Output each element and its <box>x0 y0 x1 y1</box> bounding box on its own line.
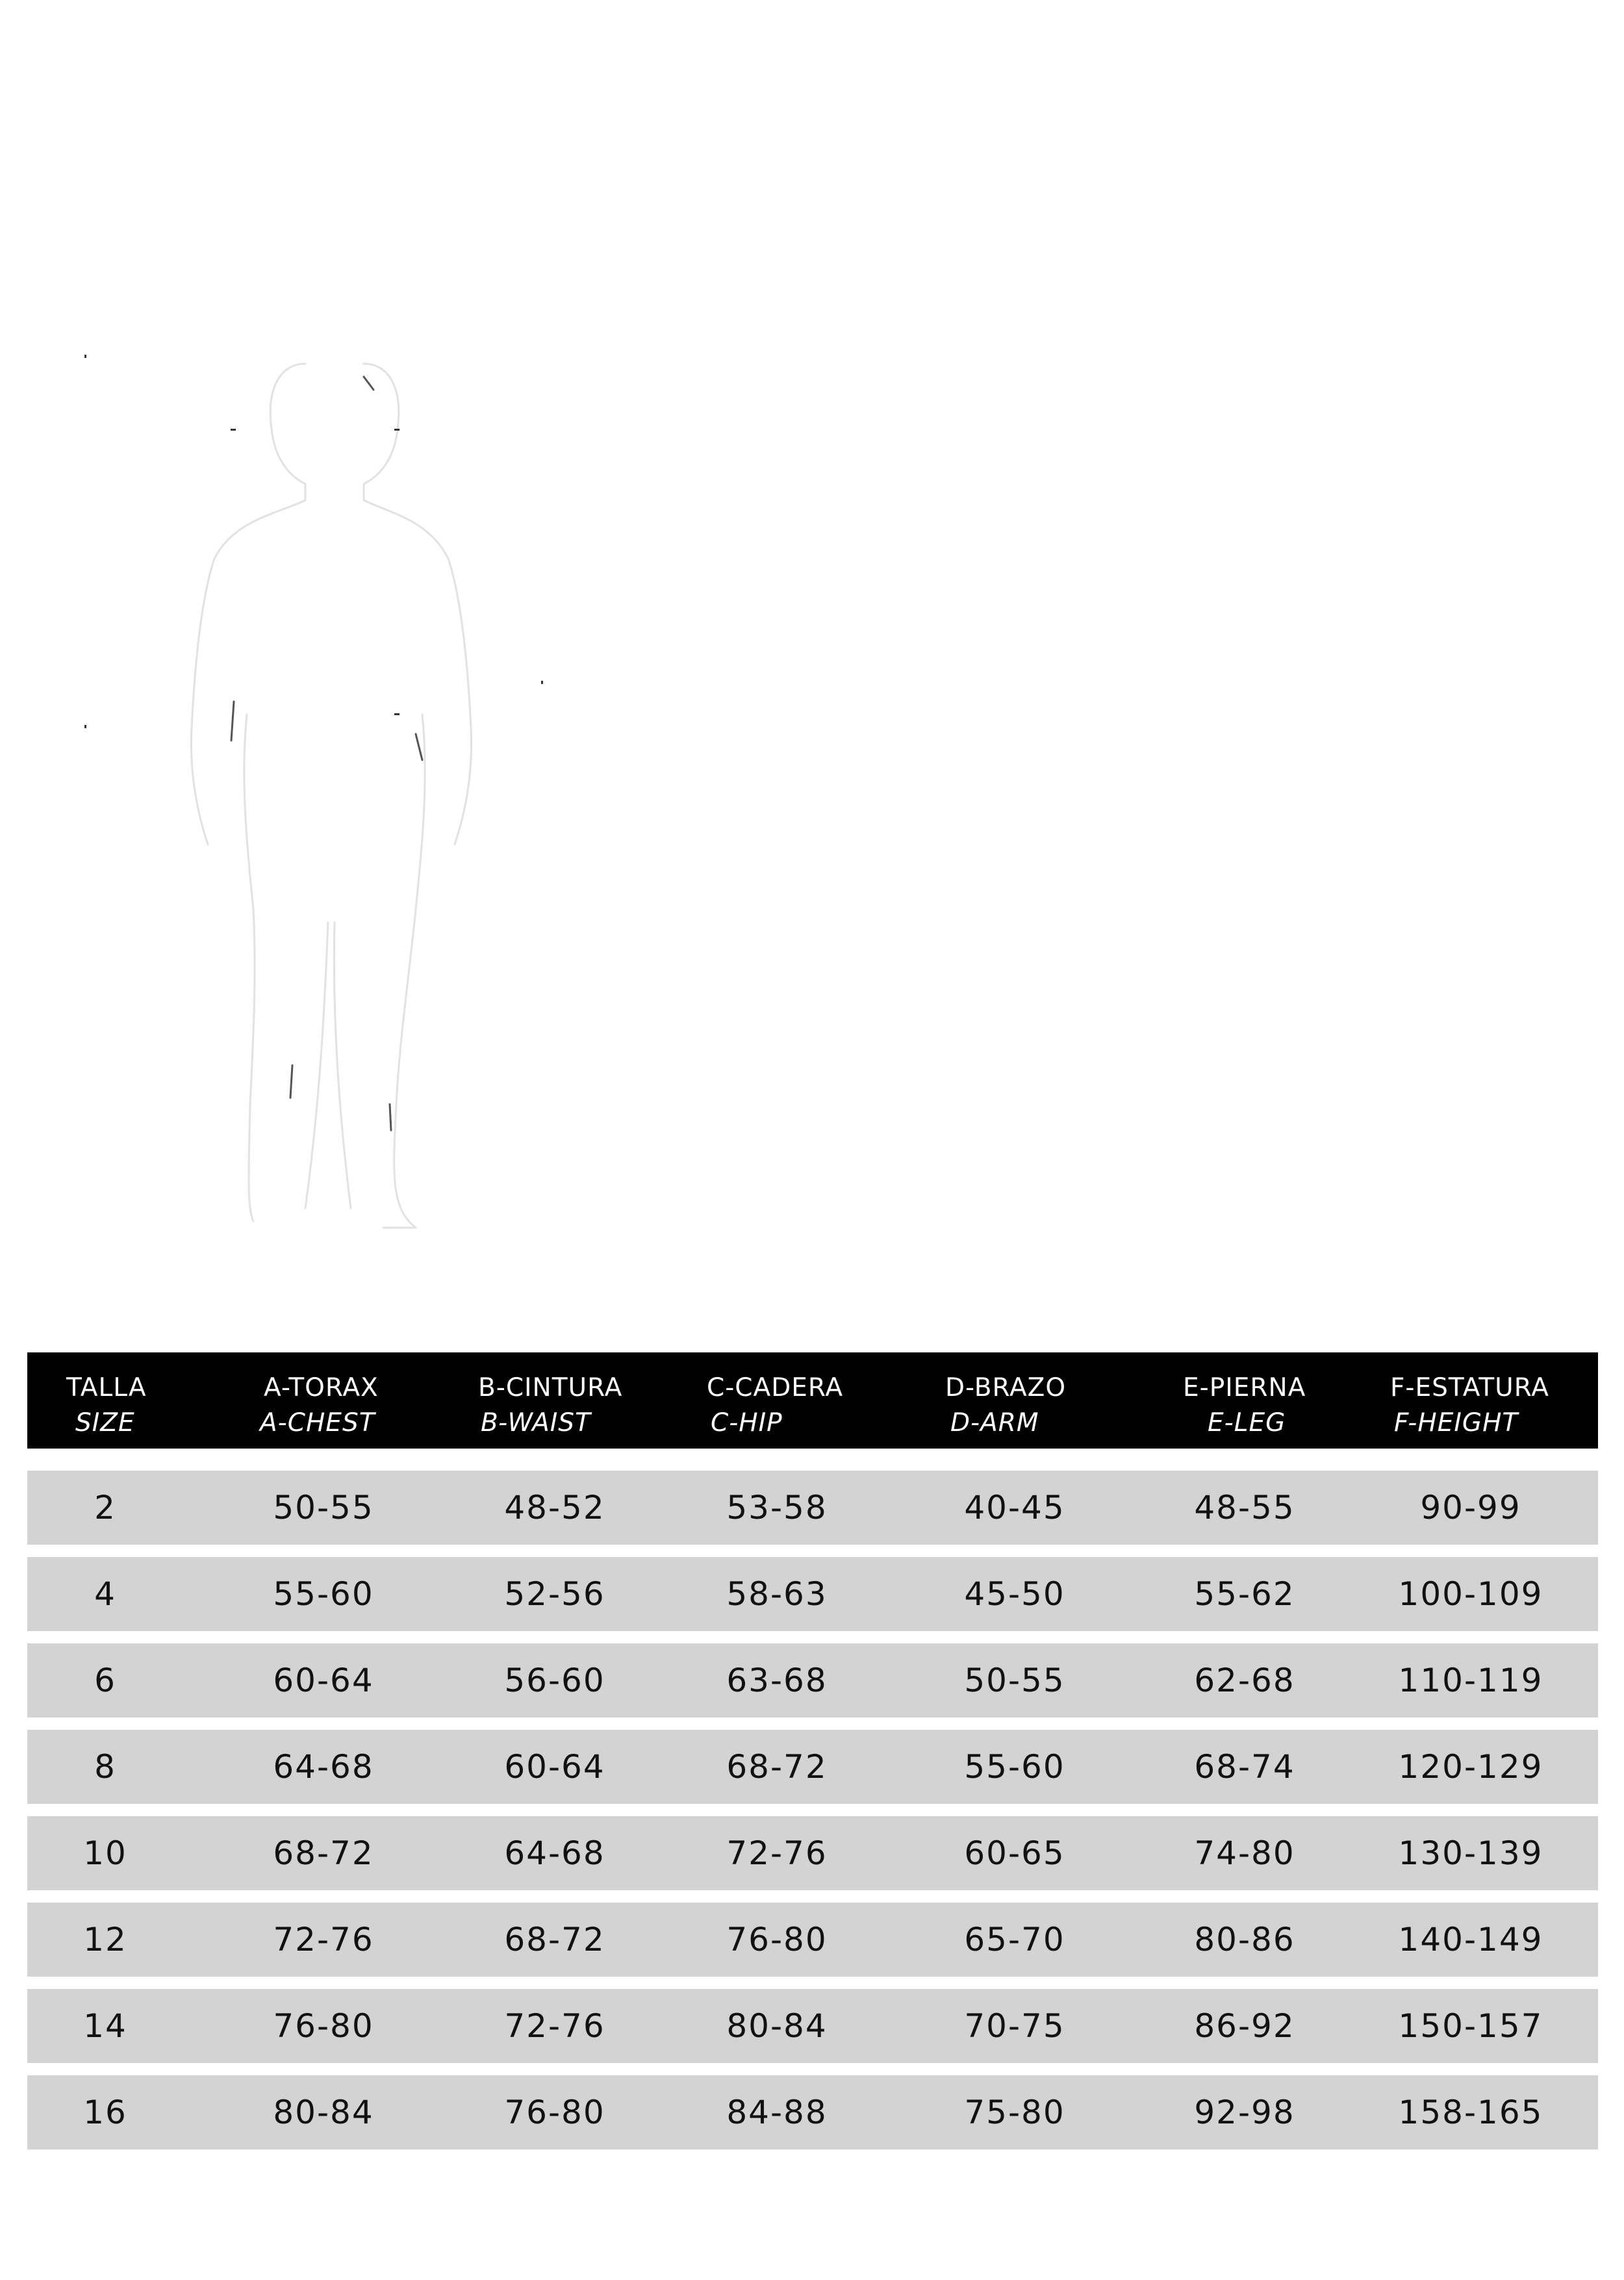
cell-leg: 68-74 <box>1194 1748 1295 1786</box>
header-size-es: TALLA <box>66 1373 147 1402</box>
cell-waist: 60-64 <box>504 1748 605 1786</box>
cell-arm: 45-50 <box>964 1575 1065 1613</box>
child-body-silhouette-icon <box>0 0 650 1273</box>
cell-size: 12 <box>83 1921 127 1958</box>
table-row <box>27 1816 1598 1890</box>
table-row <box>27 1643 1598 1717</box>
table-row <box>27 2075 1598 2149</box>
cell-hip: 58-63 <box>726 1575 828 1613</box>
cell-size: 2 <box>94 1489 116 1526</box>
cell-hip: 63-68 <box>726 1662 828 1699</box>
header-hip <box>707 1371 843 1441</box>
cell-leg: 55-62 <box>1194 1575 1295 1613</box>
cell-arm: 70-75 <box>964 2007 1065 2045</box>
cell-height: 140-149 <box>1398 1921 1543 1958</box>
cell-chest: 76-80 <box>273 2007 374 2045</box>
table-row <box>27 1730 1598 1804</box>
cell-chest: 80-84 <box>273 2094 374 2131</box>
cell-arm: 40-45 <box>964 1489 1065 1526</box>
cell-size: 4 <box>94 1575 116 1613</box>
cell-arm: 60-65 <box>964 1834 1065 1872</box>
header-chest-es: A-TORAX <box>264 1373 379 1402</box>
cell-size: 14 <box>83 2007 127 2045</box>
cell-leg: 80-86 <box>1194 1921 1295 1958</box>
cell-waist: 68-72 <box>504 1921 605 1958</box>
cell-waist: 64-68 <box>504 1834 605 1872</box>
cell-arm: 65-70 <box>964 1921 1065 1958</box>
cell-height: 150-157 <box>1398 2007 1543 2045</box>
header-chest <box>260 1371 379 1441</box>
cell-size: 6 <box>94 1662 116 1699</box>
table-row <box>27 1557 1598 1631</box>
cell-arm: 55-60 <box>964 1748 1065 1786</box>
cell-size: 16 <box>83 2094 127 2131</box>
header-height <box>1390 1371 1549 1441</box>
cell-waist: 76-80 <box>504 2094 605 2131</box>
header-leg-en: E-LEG <box>1208 1408 1286 1438</box>
cell-chest: 68-72 <box>273 1834 374 1872</box>
header-leg-es: E-PIERNA <box>1183 1373 1306 1402</box>
header-arm-en: D-ARM <box>950 1408 1039 1438</box>
cell-chest: 50-55 <box>273 1489 374 1526</box>
header-size-en: SIZE <box>75 1408 135 1438</box>
cell-waist: 56-60 <box>504 1662 605 1699</box>
cell-chest: 64-68 <box>273 1748 374 1786</box>
cell-height: 158-165 <box>1398 2094 1543 2131</box>
cell-hip: 53-58 <box>726 1489 828 1526</box>
cell-chest: 55-60 <box>273 1575 374 1613</box>
header-size <box>66 1371 147 1441</box>
header-arm <box>945 1371 1066 1441</box>
table-row <box>27 1903 1598 1977</box>
header-hip-es: C-CADERA <box>707 1373 844 1402</box>
cell-arm: 75-80 <box>964 2094 1065 2131</box>
cell-hip: 84-88 <box>726 2094 828 2131</box>
cell-height: 100-109 <box>1398 1575 1543 1613</box>
cell-size: 10 <box>83 1834 127 1872</box>
cell-arm: 50-55 <box>964 1662 1065 1699</box>
header-waist-es: B-CINTURA <box>478 1373 623 1402</box>
cell-height: 90-99 <box>1420 1489 1521 1526</box>
cell-leg: 62-68 <box>1194 1662 1295 1699</box>
cell-leg: 86-92 <box>1194 2007 1295 2045</box>
cell-hip: 76-80 <box>726 1921 828 1958</box>
cell-size: 8 <box>94 1748 116 1786</box>
cell-chest: 60-64 <box>273 1662 374 1699</box>
header-chest-en: A-CHEST <box>260 1408 375 1438</box>
cell-height: 130-139 <box>1398 1834 1543 1872</box>
cell-hip: 72-76 <box>726 1834 828 1872</box>
table-row <box>27 1989 1598 2063</box>
cell-height: 120-129 <box>1398 1748 1543 1786</box>
cell-chest: 72-76 <box>273 1921 374 1958</box>
header-hip-en: C-HIP <box>711 1408 783 1438</box>
header-leg <box>1183 1371 1306 1441</box>
cell-height: 110-119 <box>1398 1662 1543 1699</box>
header-arm-es: D-BRAZO <box>945 1373 1067 1402</box>
cell-waist: 52-56 <box>504 1575 605 1613</box>
cell-waist: 72-76 <box>504 2007 605 2045</box>
cell-leg: 48-55 <box>1194 1489 1295 1526</box>
cell-hip: 80-84 <box>726 2007 828 2045</box>
cell-waist: 48-52 <box>504 1489 605 1526</box>
cell-leg: 74-80 <box>1194 1834 1295 1872</box>
size-chart-table <box>27 1352 1598 2131</box>
header-height-en: F-HEIGHT <box>1394 1408 1519 1438</box>
header-height-es: F-ESTATURA <box>1390 1373 1549 1402</box>
table-row <box>27 1471 1598 1545</box>
table-header-row <box>27 1352 1598 1449</box>
header-waist-en: B-WAIST <box>481 1408 591 1438</box>
header-waist <box>478 1371 622 1441</box>
cell-leg: 92-98 <box>1194 2094 1295 2131</box>
cell-hip: 68-72 <box>726 1748 828 1786</box>
